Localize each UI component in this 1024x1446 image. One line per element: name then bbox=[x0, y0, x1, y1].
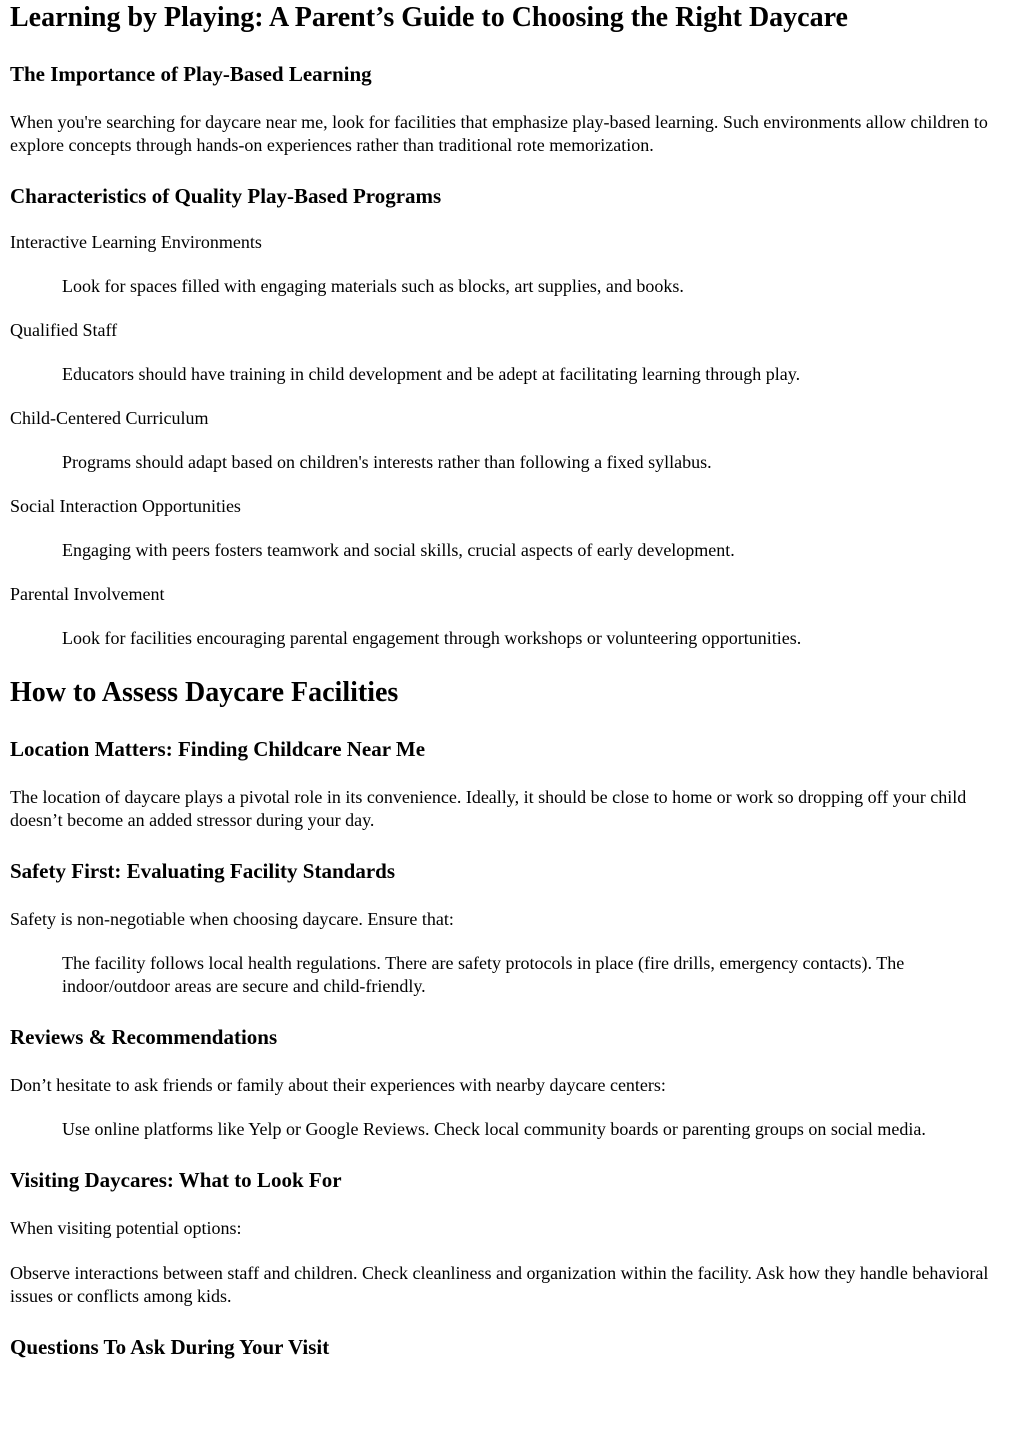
section-heading-reviews: Reviews & Recommendations bbox=[10, 1025, 278, 1049]
list-term: Qualified Staff bbox=[10, 320, 118, 340]
section-heading-characteristics: Characteristics of Quality Play-Based Programs bbox=[10, 184, 442, 208]
paragraph-location: The location of daycare plays a pivotal role in its convenience. Ideally, it should be close to home or work so dropping off your child doesn’t become an added stressor during your day. bbox=[10, 787, 967, 830]
list-description: Programs should adapt based on children's interests rather than following a fixed syllabus. bbox=[62, 452, 712, 472]
section-title-assess: How to Assess Daycare Facilities bbox=[10, 677, 399, 708]
paragraph-reviews: Don’t hesitate to ask friends or family about their experiences with nearby daycare centers: bbox=[10, 1075, 666, 1095]
page-title: Learning by Playing: A Parent’s Guide to Choosing the Right Daycare bbox=[10, 2, 848, 33]
list-term: Parental Involvement bbox=[10, 584, 165, 604]
paragraph-visiting: When visiting potential options: bbox=[10, 1218, 242, 1238]
paragraph-visiting-details: Observe interactions between staff and children. Check cleanliness and organization within the facility. Ask how they handle behavioral issues or conflicts among kids. bbox=[10, 1263, 989, 1306]
quote-reviews: Use online platforms like Yelp or Google Reviews. Check local community boards or parenting groups on social media. bbox=[62, 1119, 926, 1139]
paragraph-safety: Safety is non-negotiable when choosing daycare. Ensure that: bbox=[10, 909, 454, 929]
list-description: Look for spaces filled with engaging materials such as blocks, art supplies, and books. bbox=[62, 276, 684, 296]
section-heading-visiting: Visiting Daycares: What to Look For bbox=[10, 1168, 342, 1192]
list-description: Engaging with peers fosters teamwork and social skills, crucial aspects of early development. bbox=[62, 540, 735, 560]
paragraph-importance: When you're searching for daycare near me, look for facilities that emphasize play-based learning. Such environments allow children to explore concepts through hands-on experiences rather than traditional rote memorization. bbox=[10, 112, 988, 155]
section-heading-importance: The Importance of Play-Based Learning bbox=[10, 62, 372, 86]
quote-safety: The facility follows local health regulations. There are safety protocols in place (fire drills, emergency contacts). The indoor/outdoor areas are secure and child-friendly. bbox=[62, 953, 905, 996]
section-heading-questions: Questions To Ask During Your Visit bbox=[10, 1335, 330, 1359]
list-term: Social Interaction Opportunities bbox=[10, 496, 241, 516]
section-heading-safety: Safety First: Evaluating Facility Standards bbox=[10, 859, 396, 883]
list-term: Interactive Learning Environments bbox=[10, 232, 262, 252]
section-heading-location: Location Matters: Finding Childcare Near Me bbox=[10, 737, 426, 761]
characteristics-list bbox=[10, 231, 1014, 650]
list-description: Educators should have training in child development and be adept at facilitating learning through play. bbox=[62, 364, 801, 384]
list-term: Child-Centered Curriculum bbox=[10, 408, 209, 428]
list-description: Look for facilities encouraging parental engagement through workshops or volunteering opportunities. bbox=[62, 628, 802, 648]
